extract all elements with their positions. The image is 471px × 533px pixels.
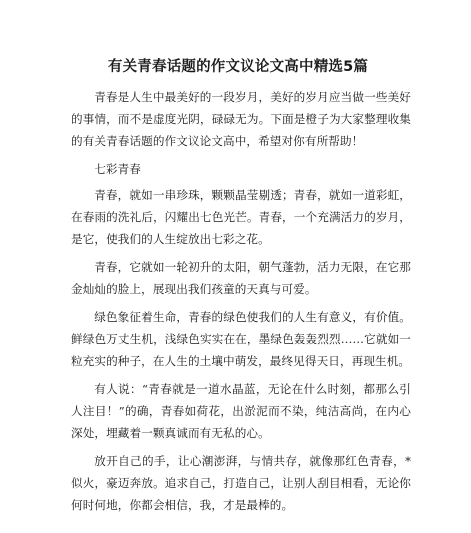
- body-paragraph: 放开自己的手，让心潮澎湃，与情共存，就像那红色青春，*似火，豪迈奔放。追求自己，打造自己，让别人刮目相看，无论你何时何地，你都会相信，我，才是最棒的。: [71, 454, 411, 512]
- body-paragraph: 青春，它就如一轮初升的太阳，朝气蓬勃，活力无限，在它那金灿灿的脸上，展现出我们孩童的天真与可爱。: [71, 260, 411, 296]
- section-heading: 七彩青春: [94, 162, 141, 176]
- body-paragraph: 有人说：“青春就是一道水晶蓝，无论在什么时刻，都那么引人注目！”的确，青春如荷花，出淤泥而不染，纯洁高尚，在内心深处，埋藏着一颗真诚而有无私的心。: [71, 382, 411, 440]
- document-title: 有关青春话题的作文议论文高中精选5篇: [107, 59, 369, 75]
- body-paragraph: 青春，就如一串珍珠，颗颗晶莹剔透；青春，就如一道彩虹，在春雨的洗礼后，闪耀出七色光芒。青春，一个充满活力的岁月，是它，使我们的人生绽放出七彩之花。: [71, 188, 411, 246]
- intro-paragraph: 青春是人生中最美好的一段岁月，美好的岁月应当做一些美好的事情，而不是虚度光阴，碌碌无为。下面是橙子为大家整理收集的有关青春话题的作文议论文高中，希望对你有所帮助！: [71, 90, 411, 148]
- body-paragraph: 绿色象征着生命，青春的绿色使我们的人生有意义，有价值。鲜绿色万丈生机，浅绿色实实在在，墨绿色轰轰烈烈……它就如一粒充实的种子，在人生的土壤中萌发，最终见得天日，再现生机。: [71, 310, 411, 368]
